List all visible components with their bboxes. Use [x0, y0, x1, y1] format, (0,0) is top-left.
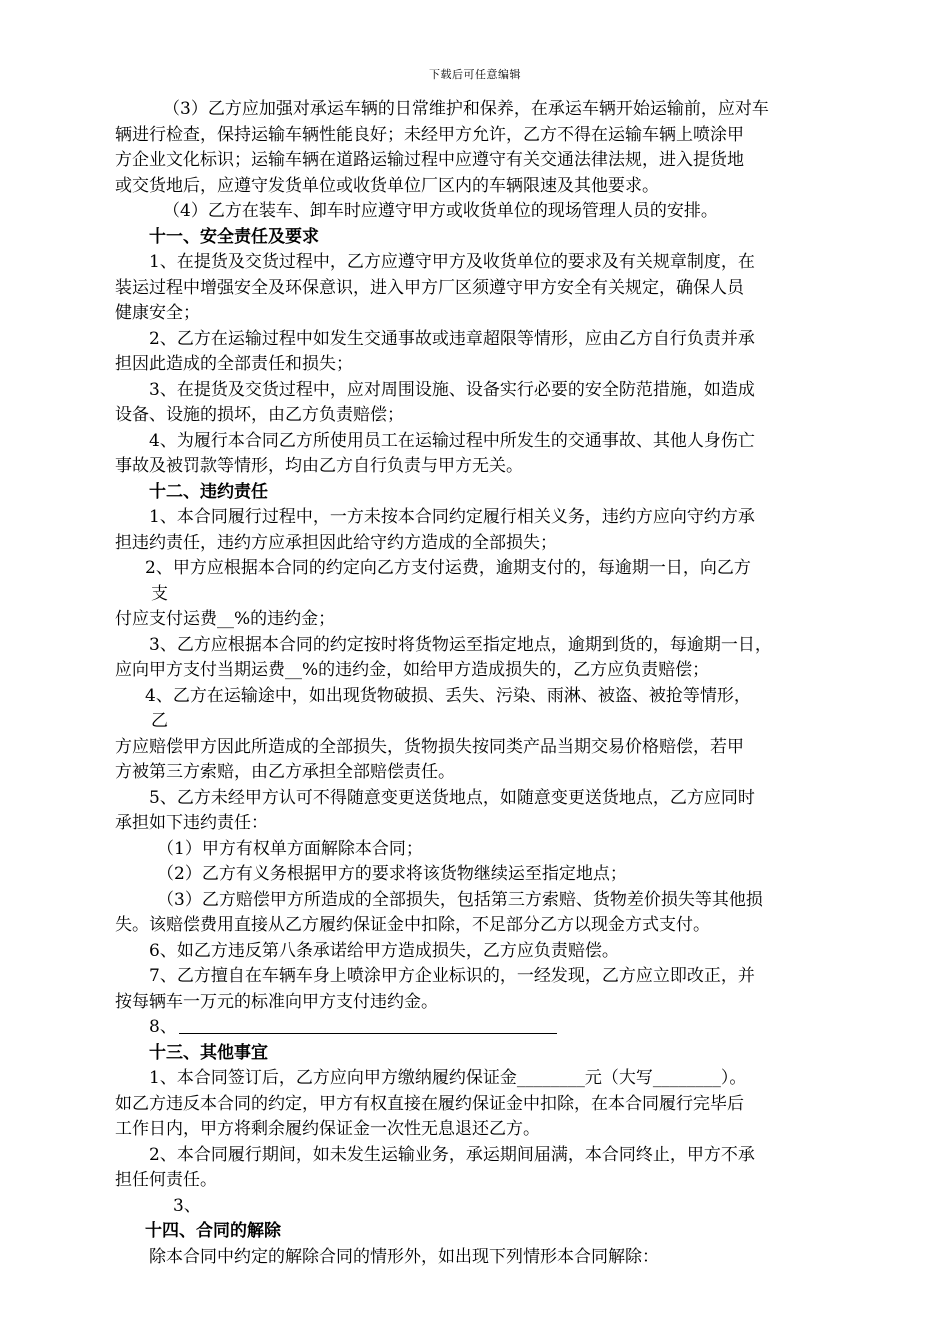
line-text: 除本合同中约定的解除合同的情形外，如出现下列情形本合同解除：: [149, 1246, 659, 1267]
line-text: 应向甲方支付当期运费__%的违约金，如给甲方造成损失的，乙方应负责赔偿；: [115, 660, 710, 680]
line-text: （1）甲方有权单方面解除本合同；: [157, 838, 423, 859]
paragraph-line: [115, 888, 837, 914]
line-text: 事故及被罚款等情形，均由乙方自行负责与甲方无关。: [115, 456, 523, 476]
paragraph-line: [115, 556, 837, 582]
line-text: 或交货地后，应遵守发货单位或收货单位厂区内的车辆限速及其他要求。: [115, 175, 659, 196]
paragraph-line: [115, 174, 837, 200]
section-heading: [115, 480, 837, 506]
page-header: 下载后可任意编辑: [429, 68, 521, 81]
line-text: 辆进行检查，保持运输车辆性能良好；未经甲方允许，乙方不得在运输车辆上喷涂甲: [115, 124, 744, 145]
line-text: 2、甲方应根据本合同的约定向乙方支付运费，逾期支付的，每逾期一日，向乙方: [145, 558, 751, 578]
line-text: 承担如下违约责任：: [115, 813, 268, 833]
line-text: 装运过程中增强安全及环保意识，进入甲方厂区须遵守甲方安全有关规定，确保人员: [115, 277, 744, 298]
line-text: 工作日内，甲方将剩余履约保证金一次性无息退还乙方。: [115, 1119, 540, 1139]
section-heading: [115, 1219, 837, 1245]
line-text: 3、: [173, 1195, 201, 1216]
line-text: 担任何责任。: [115, 1170, 217, 1190]
line-text: 按每辆车一万元的标准向甲方支付违约金。: [115, 991, 438, 1012]
line-text: 2、乙方在运输过程中如发生交通事故或违章超限等情形，应由乙方自行负责并承: [149, 328, 755, 349]
line-text: 6、如乙方违反第八条承诺给甲方造成损失，乙方应负责赔偿。: [149, 940, 619, 961]
paragraph-line: [115, 454, 837, 480]
paragraph-line: [115, 607, 837, 633]
paragraph-line: [115, 837, 837, 863]
line-text: 十三、其他事宜: [149, 1042, 268, 1063]
contract-body: [115, 97, 837, 1270]
paragraph-line: [115, 301, 837, 327]
line-text: 4、为履行本合同乙方所使用员工在运输过程中所发生的交通事故、其他人身伤亡: [149, 430, 755, 451]
line-text: 担违约责任，违约方应承担因此给守约方造成的全部损失；: [115, 532, 557, 553]
section-heading: [115, 1041, 837, 1067]
line-text: 方应赔偿甲方因此所造成的全部损失，货物损失按同类产品当期交易价格赔偿，若甲: [115, 736, 744, 757]
line-text: 支: [151, 583, 168, 604]
paragraph-line: [115, 862, 837, 888]
paragraph-line: [115, 250, 837, 276]
paragraph-line: [115, 709, 837, 735]
paragraph-line: [115, 1194, 837, 1220]
line-text: 设备、设施的损坏，由乙方负责赔偿；: [115, 405, 404, 425]
line-text: 1、本合同签订后，乙方应向甲方缴纳履约保证金________元（大写________）。: [149, 1068, 747, 1088]
paragraph-line: [115, 1015, 837, 1041]
line-text: 十二、违约责任: [149, 481, 268, 502]
paragraph-line: [115, 1117, 837, 1143]
paragraph-line: [115, 811, 837, 837]
paragraph-line: [115, 403, 837, 429]
line-text: 方被第三方索赔，由乙方承担全部赔偿责任。: [115, 762, 455, 782]
line-text: 5、乙方未经甲方认可不得随意变更送货地点，如随意变更送货地点，乙方应同时: [149, 787, 755, 808]
line-text: 十四、合同的解除: [145, 1221, 281, 1241]
paragraph-line: [115, 531, 837, 557]
paragraph-line: [115, 352, 837, 378]
line-text: 方企业文化标识；运输车辆在道路运输过程中应遵守有关交通法律法规，进入提货地: [115, 150, 744, 170]
line-text: 健康安全；: [115, 303, 200, 323]
paragraph-line: [115, 964, 837, 990]
fill-in-blank-line: [179, 1032, 557, 1034]
paragraph-line: [115, 97, 837, 123]
paragraph-line: [115, 276, 837, 302]
line-text: 2、本合同履行期间，如未发生运输业务，承运期间届满，本合同终止，甲方不承: [149, 1144, 755, 1165]
paragraph-line: [115, 990, 837, 1016]
paragraph-line: [115, 1245, 837, 1271]
paragraph-line: [115, 199, 837, 225]
line-text: 4、乙方在运输途中，如出现货物破损、丢失、污染、雨淋、被盗、被抢等情形，: [145, 685, 751, 706]
line-text: 付应支付运费__%的违约金；: [115, 609, 336, 629]
paragraph-line: [115, 735, 837, 761]
paragraph-line: [115, 684, 837, 710]
line-text: （4）乙方在装车、卸车时应遵守甲方或收货单位的现场管理人员的安排。: [163, 201, 718, 221]
line-text: （3）乙方应加强对承运车辆的日常维护和保养，在承运车辆开始运输前，应对车: [163, 99, 769, 119]
paragraph-line: [115, 760, 837, 786]
paragraph-line: [115, 939, 837, 965]
paragraph-line: [115, 327, 837, 353]
paragraph-line: [115, 429, 837, 455]
line-text: 如乙方违反本合同的约定，甲方有权直接在履约保证金中扣除，在本合同履行完毕后: [115, 1093, 744, 1114]
paragraph-line: [115, 1066, 837, 1092]
paragraph-line: [115, 913, 837, 939]
line-text: 3、乙方应根据本合同的约定按时将货物运至指定地点，逾期到货的，每逾期一日，: [149, 634, 772, 655]
line-text: 失。该赔偿费用直接从乙方履约保证金中扣除，不足部分乙方以现金方式支付。: [115, 915, 710, 935]
paragraph-line: [115, 148, 837, 174]
paragraph-line: [115, 1143, 837, 1169]
line-text: （2）乙方有义务根据甲方的要求将该货物继续运至指定地点；: [157, 864, 627, 884]
paragraph-line: [115, 505, 837, 531]
line-text: 3、在提货及交货过程中，应对周围设施、设备实行必要的安全防范措施，如造成: [149, 379, 755, 400]
paragraph-line: [115, 1168, 837, 1194]
line-text: 1、在提货及交货过程中，乙方应遵守甲方及收货单位的要求及有关规章制度，在: [149, 252, 755, 272]
paragraph-line: [115, 378, 837, 404]
paragraph-line: [115, 123, 837, 149]
paragraph-line: [115, 582, 837, 608]
paragraph-line: [115, 1092, 837, 1118]
line-text: 7、乙方擅自在车辆车身上喷涂甲方企业标识的，一经发现，乙方应立即改正，并: [149, 966, 755, 986]
line-text: 8、: [149, 1017, 177, 1037]
line-text: 十一、安全责任及要求: [149, 226, 319, 247]
section-heading: [115, 225, 837, 251]
line-text: （3）乙方赔偿甲方所造成的全部损失，包括第三方索赔、货物差价损失等其他损: [157, 889, 763, 910]
paragraph-line: [115, 658, 837, 684]
line-text: 担因此造成的全部责任和损失；: [115, 354, 353, 374]
paragraph-line: [115, 786, 837, 812]
line-text: 1、本合同履行过程中，一方未按本合同约定履行相关义务，违约方应向守约方承: [149, 507, 755, 527]
paragraph-line: [115, 633, 837, 659]
line-text: 乙: [151, 711, 168, 731]
